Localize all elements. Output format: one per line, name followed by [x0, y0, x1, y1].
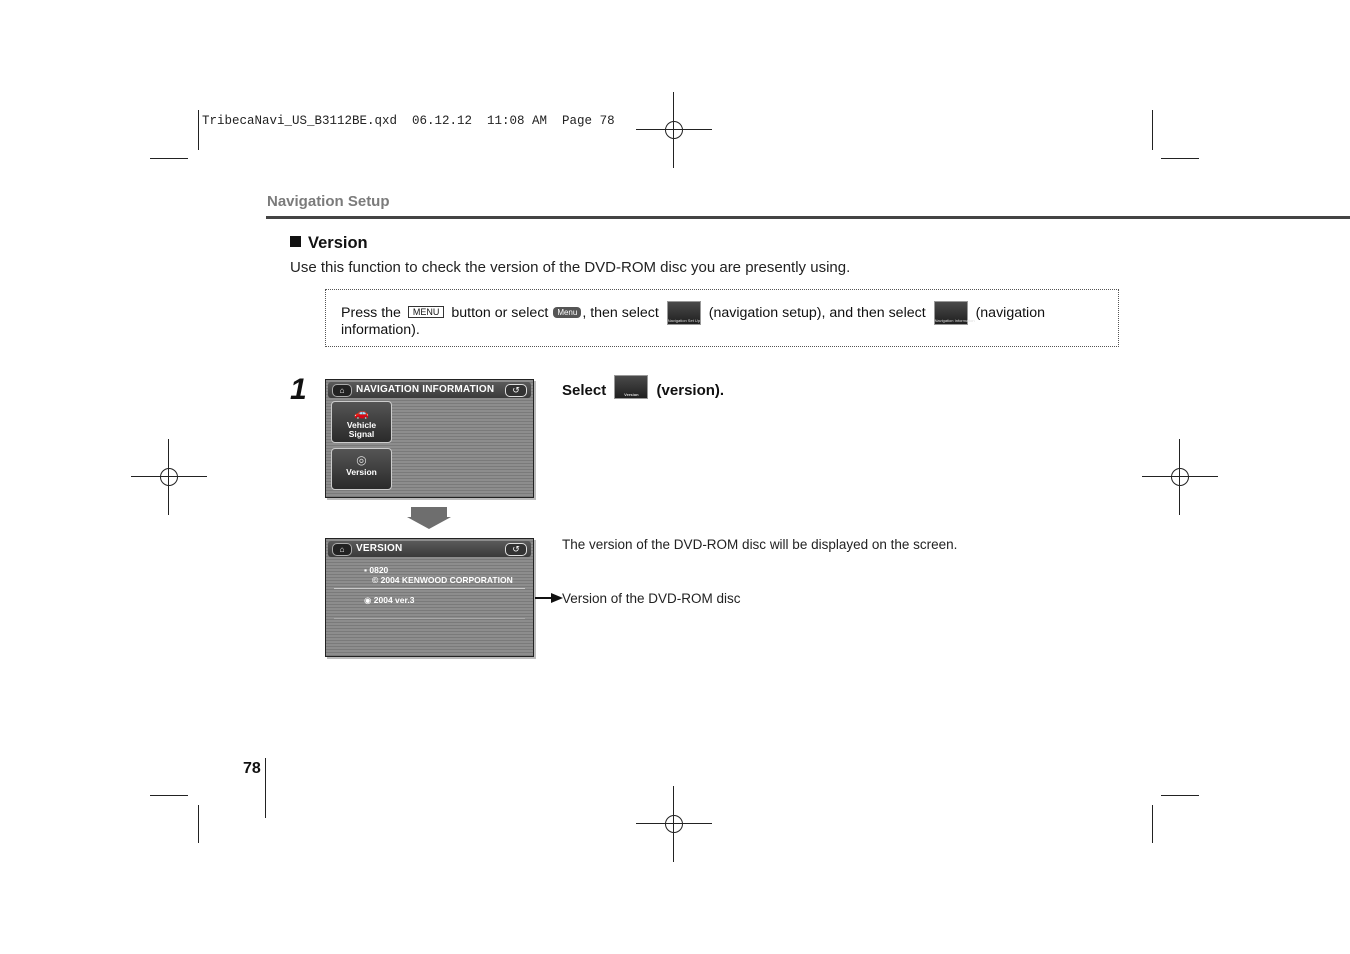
- instruction-line-1: [341, 301, 1045, 325]
- home-icon[interactable]: ⌂: [332, 384, 352, 397]
- down-arrow-icon: [407, 507, 451, 529]
- home-icon[interactable]: ⌂: [332, 543, 352, 556]
- callout-label: Version of the DVD-ROM disc: [562, 591, 741, 606]
- navigation-information-screen: [325, 379, 534, 498]
- intro-text: Use this function to check the version of the DVD-ROM disc you are presently using.: [290, 259, 851, 276]
- page-heading: [290, 234, 368, 253]
- crop-mark: [1152, 805, 1153, 843]
- disc-icon: ◎: [356, 453, 367, 467]
- divider: [334, 588, 525, 589]
- callout-arrow-icon: [535, 593, 563, 603]
- version-icon: Version: [614, 375, 648, 399]
- version-button[interactable]: [331, 448, 392, 490]
- registration-mark: [1142, 439, 1218, 515]
- back-icon[interactable]: ↺: [505, 543, 527, 556]
- square-bullet-icon: [290, 236, 301, 247]
- button-label: Vehicle: [346, 420, 377, 430]
- instruction-text: button or select: [451, 305, 549, 321]
- page-number: 78: [243, 760, 261, 777]
- crop-mark: [198, 805, 199, 843]
- screen-title: VERSION: [356, 543, 403, 554]
- registration-mark: [636, 786, 712, 862]
- crop-mark: [150, 795, 188, 796]
- crop-mark: [1152, 110, 1153, 150]
- menu-button-icon: Menu: [553, 307, 581, 318]
- registration-mark: [131, 439, 207, 515]
- step-instruction: [562, 375, 724, 399]
- instruction-text: (navigation setup), and then select: [708, 305, 926, 321]
- car-icon: 🚗: [354, 406, 369, 420]
- section-title: Navigation Setup: [267, 193, 390, 210]
- crop-mark: [150, 158, 188, 159]
- heading-text: Version: [308, 234, 368, 252]
- instruction-text: Press the: [341, 305, 401, 321]
- instruction-line-2: information).: [341, 322, 420, 338]
- file-slug: TribecaNavi_US_B3112BE.qxd 06.12.12 11:08 AM Page 78: [202, 114, 615, 128]
- screen-title-bar: [328, 541, 531, 557]
- button-label: Signal: [348, 429, 375, 439]
- step-text: Select: [562, 382, 607, 399]
- step-number: 1: [290, 373, 307, 406]
- page-number-rule: [265, 758, 266, 818]
- menu-key: MENU: [408, 306, 445, 318]
- divider: [334, 618, 525, 619]
- version-screen: [325, 538, 534, 657]
- section-rule: [266, 216, 1350, 219]
- instruction-text: , then select: [582, 305, 659, 321]
- navigation-setup-icon: Navigation Set Up: [667, 301, 701, 325]
- copyright-line: © 2004 KENWOOD CORPORATION: [372, 575, 513, 585]
- button-label: Version: [346, 467, 377, 477]
- version-code: ▪ 0820: [364, 565, 389, 575]
- navigation-information-icon: Navigation Information: [934, 301, 968, 325]
- step-text: (version).: [656, 382, 725, 399]
- result-description: The version of the DVD-ROM disc will be displayed on the screen.: [562, 537, 958, 552]
- dvd-version: ◉ 2004 ver.3: [364, 595, 415, 605]
- instruction-text: (navigation: [975, 305, 1045, 321]
- screen-title: NAVIGATION INFORMATION: [356, 384, 495, 395]
- registration-mark: [636, 92, 712, 168]
- crop-mark: [1161, 158, 1199, 159]
- crop-mark: [198, 110, 199, 150]
- back-icon[interactable]: ↺: [505, 384, 527, 397]
- crop-mark: [1161, 795, 1199, 796]
- vehicle-signal-button[interactable]: [331, 401, 392, 443]
- screen-title-bar: [328, 382, 531, 398]
